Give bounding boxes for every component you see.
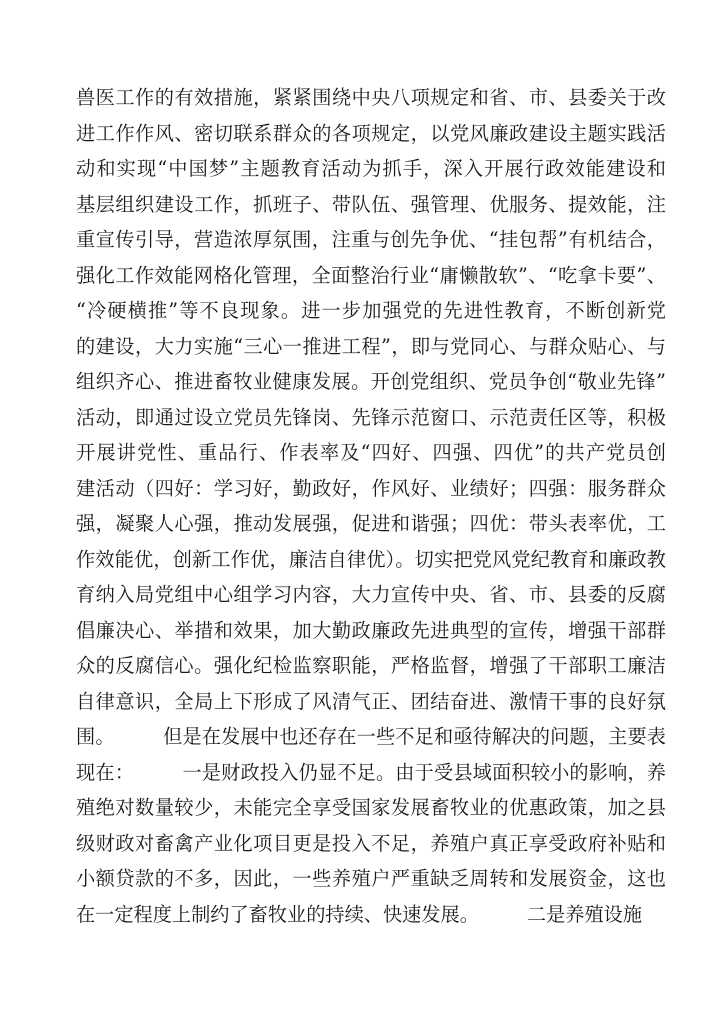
- text-line: 众的反腐信心。强化纪检监察职能，严格监督，增强了干部职工廉洁: [76, 654, 666, 677]
- text-line: 强，凝聚人心强，推动发展强，促进和谐强；四优：带头表率优，工: [76, 512, 666, 535]
- text-line: 强化工作效能网格化管理，全面整治行业“庸懒散软”、“吃拿卡要”、: [76, 263, 666, 287]
- text-line: 的建设，大力实施“三心一推进工程”，即与党同心、与群众贴心、与: [76, 334, 666, 358]
- text-line: 活动，即通过设立党员先锋岗、先锋示范窗口、示范责任区等，积极: [76, 405, 666, 429]
- text-line: 殖绝对数量较少，未能完全享受国家发展畜牧业的优惠政策，加之县: [76, 796, 666, 819]
- text-line: 育纳入局党组中心组学习内容，大力宣传中央、省、市、县委的反腐: [76, 583, 666, 606]
- text-line: 现在： 一是财政投入仍显不足。由于受县域面积较小的影响，养: [76, 760, 666, 784]
- text-line: 基层组织建设工作，抓班子、带队伍、强管理、优服务、提效能，注: [76, 192, 666, 216]
- text-line: 开展讲党性、重品行、作表率及“四好、四强、四优”的共产党员创: [76, 441, 666, 464]
- text-line: 倡廉决心、举措和效果，加大勤政廉政先进典型的宣传，增强干部群: [76, 618, 666, 642]
- text-line: 围。 但是在发展中也还存在一些不足和亟待解决的问题，主要表: [76, 725, 666, 748]
- text-line: “冷硬横推”等不良现象。进一步加强党的先进性教育，不断创新党: [76, 299, 666, 322]
- text-line: 重宣传引导，营造浓厚氛围，注重与创先争优、“挂包帮”有机结合，: [76, 228, 666, 251]
- text-line: 兽医工作的有效措施，紧紧围绕中央八项规定和省、市、县委关于改: [76, 86, 666, 109]
- body-text: [76, 80, 666, 932]
- text-line: 级财政对畜禽产业化项目更是投入不足，养殖户真正享受政府补贴和: [76, 831, 666, 855]
- text-line: 组织齐心、推进畜牧业健康发展。开创党组织、党员争创“敬业先锋”: [76, 370, 666, 393]
- text-line: 在一定程度上制约了畜牧业的持续、快速发展。 二是养殖设施: [76, 902, 643, 926]
- text-line: 小额贷款的不多，因此，一些养殖户严重缺乏周转和发展资金，这也: [76, 867, 666, 890]
- text-line: 动和实现“中国梦”主题教育活动为抓手，深入开展行政效能建设和: [76, 157, 666, 180]
- text-line: 进工作作风、密切联系群众的各项规定，以党风廉政建设主题实践活: [76, 121, 666, 145]
- text-line: 建活动（四好：学习好，勤政好，作风好、业绩好；四强：服务群众: [76, 476, 666, 500]
- text-line: 自律意识，全局上下形成了风清气正、团结奋进、激情干事的良好氛: [76, 689, 666, 713]
- text-line: 作效能优，创新工作优，廉洁自律优）。切实把党风党纪教育和廉政教: [76, 547, 666, 571]
